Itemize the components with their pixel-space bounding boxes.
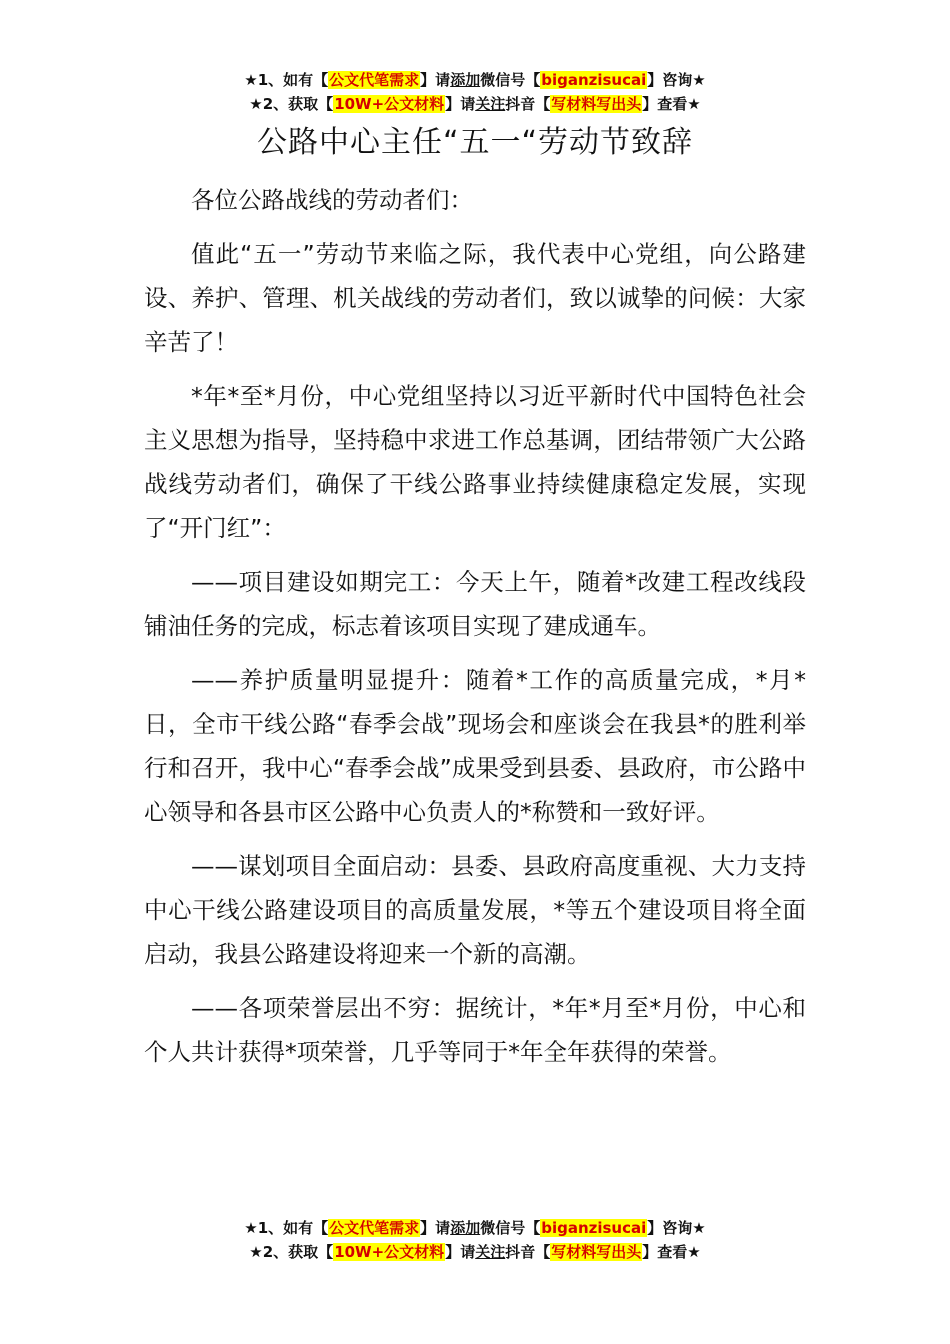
banner-line-1: ★1、如有【公文代笔需求】请添加微信号【biganzisucai】咨询★ xyxy=(244,71,706,89)
salutation: 各位公路战线的劳动者们： xyxy=(191,186,473,214)
highlight-wechat-id: biganzisucai xyxy=(541,1219,647,1237)
highlight-materials: 10W+公文材料 xyxy=(334,95,445,113)
highlight-douyin: 写材料写出头 xyxy=(551,95,642,113)
banner-line-1: ★1、如有【公文代笔需求】请添加微信号【biganzisucai】咨询★ xyxy=(244,1219,706,1237)
banner-line-2: ★2、获取【10W+公文材料】请关注抖音【写材料写出头】查看★ xyxy=(249,95,701,113)
paragraph: *年*至*月份，中心党组坚持以习近平新时代中国特色社会主义思想为指导，坚持稳中求进工作总基调，团结带领广大公路战线劳动者们，确保了干线公路事业持续健康稳定发展，实现了“开门红”： xyxy=(144,382,806,542)
highlight-service: 公文代笔需求 xyxy=(329,71,420,89)
paragraph: ——各项荣誉层出不穷：据统计，*年*月至*月份，中心和个人共计获得*项荣誉，几乎等同于*年全年获得的荣誉。 xyxy=(144,994,806,1066)
paragraph: ——项目建设如期完工：今天上午，随着*改建工程改线段铺油任务的完成，标志着该项目实现了建成通车。 xyxy=(144,568,806,640)
banner-line-2: ★2、获取【10W+公文材料】请关注抖音【写材料写出头】查看★ xyxy=(249,1243,701,1261)
paragraph: ——养护质量明显提升：随着*工作的高质量完成，*月*日，全市干线公路“春季会战”现场会和座谈会在我县*的胜利举行和召开，我中心“春季会战”成果受到县委、县政府，市公路中心领导和各县市区公路中心负责人的*称赞和一致好评。 xyxy=(144,666,806,826)
document-body xyxy=(144,178,806,1084)
paragraph: ——谋划项目全面启动：县委、县政府高度重视、大力支持中心干线公路建设项目的高质量发展，*等五个建设项目将全面启动，我县公路建设将迎来一个新的高潮。 xyxy=(144,852,806,968)
highlight-wechat-id: biganzisucai xyxy=(541,71,647,89)
document-title: 公路中心主任“五一“劳动节致辞 xyxy=(256,125,694,160)
highlight-douyin: 写材料写出头 xyxy=(551,1243,642,1261)
paragraph: 值此“五一”劳动节来临之际，我代表中心党组，向公路建设、养护、管理、机关战线的劳动者们，致以诚挚的问候：大家辛苦了！ xyxy=(144,240,806,356)
footer-banner xyxy=(0,1216,950,1264)
header-banner xyxy=(0,68,950,116)
highlight-service: 公文代笔需求 xyxy=(329,1219,420,1237)
highlight-materials: 10W+公文材料 xyxy=(334,1243,445,1261)
